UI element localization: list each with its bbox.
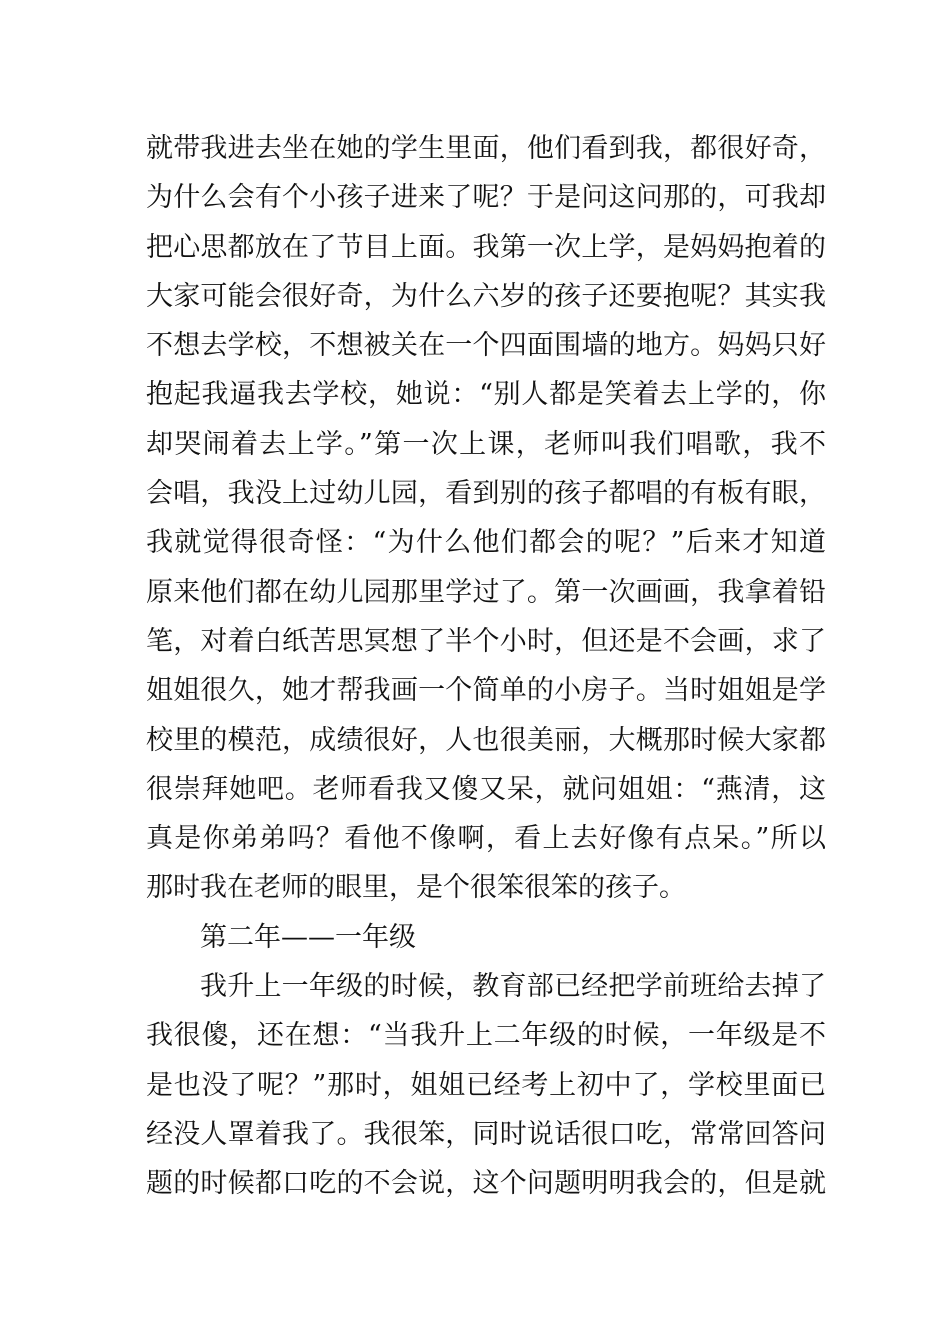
- document-body: [146, 124, 826, 1209]
- text-line: 很崇拜她吧。老师看我又傻又呆，就问姐姐：“燕清，这: [146, 773, 826, 805]
- text-line: 我升上一年级的时候，教育部已经把学前班给去掉了: [200, 971, 826, 1003]
- text-line: 那时我在老师的眼里，是个很笨很笨的孩子。: [146, 872, 686, 904]
- text-line: 题的时候都口吃的不会说，这个问题明明我会的，但是就: [146, 1168, 826, 1200]
- text-line: 校里的模范，成绩很好，人也很美丽，大概那时候大家都: [146, 724, 826, 756]
- text-line: 会唱，我没上过幼儿园，看到别的孩子都唱的有板有眼，: [146, 478, 826, 510]
- text-line: 我很傻，还在想：“当我升上二年级的时候，一年级是不: [146, 1020, 826, 1052]
- text-line: 大家可能会很好奇，为什么六岁的孩子还要抱呢？其实我: [146, 280, 826, 312]
- text-line: 我就觉得很奇怪：“为什么他们都会的呢？”后来才知道: [146, 527, 826, 559]
- text-line: 就带我进去坐在她的学生里面，他们看到我，都很好奇，: [146, 133, 826, 164]
- text-line: 笔，对着白纸苦思冥想了半个小时，但还是不会画，求了: [146, 625, 826, 657]
- text-line: 把心思都放在了节目上面。我第一次上学，是妈妈抱着的: [146, 231, 826, 263]
- text-line: 抱起我逼我去学校，她说：“别人都是笑着去上学的，你: [146, 379, 826, 411]
- text-line: 不想去学校，不想被关在一个四面围墙的地方。妈妈只好: [146, 330, 826, 362]
- section-heading: 第二年——一年级: [200, 921, 416, 953]
- text-line: 经没人罩着我了。我很笨，同时说话很口吃，常常回答问: [146, 1118, 826, 1150]
- text-line: 为什么会有个小孩子进来了呢？于是问这问那的，可我却: [146, 182, 826, 214]
- text-line: 原来他们都在幼儿园那里学过了。第一次画画，我拿着铅: [146, 576, 826, 608]
- text-line: 却哭闹着去上学。”第一次上课，老师叫我们唱歌，我不: [146, 428, 826, 460]
- text-line: 真是你弟弟吗？看他不像啊，看上去好像有点呆。”所以: [146, 823, 826, 855]
- text-line: 是也没了呢？”那时，姐姐已经考上初中了，学校里面已: [146, 1069, 826, 1101]
- text-line: 姐姐很久，她才帮我画一个简单的小房子。当时姐姐是学: [146, 675, 826, 707]
